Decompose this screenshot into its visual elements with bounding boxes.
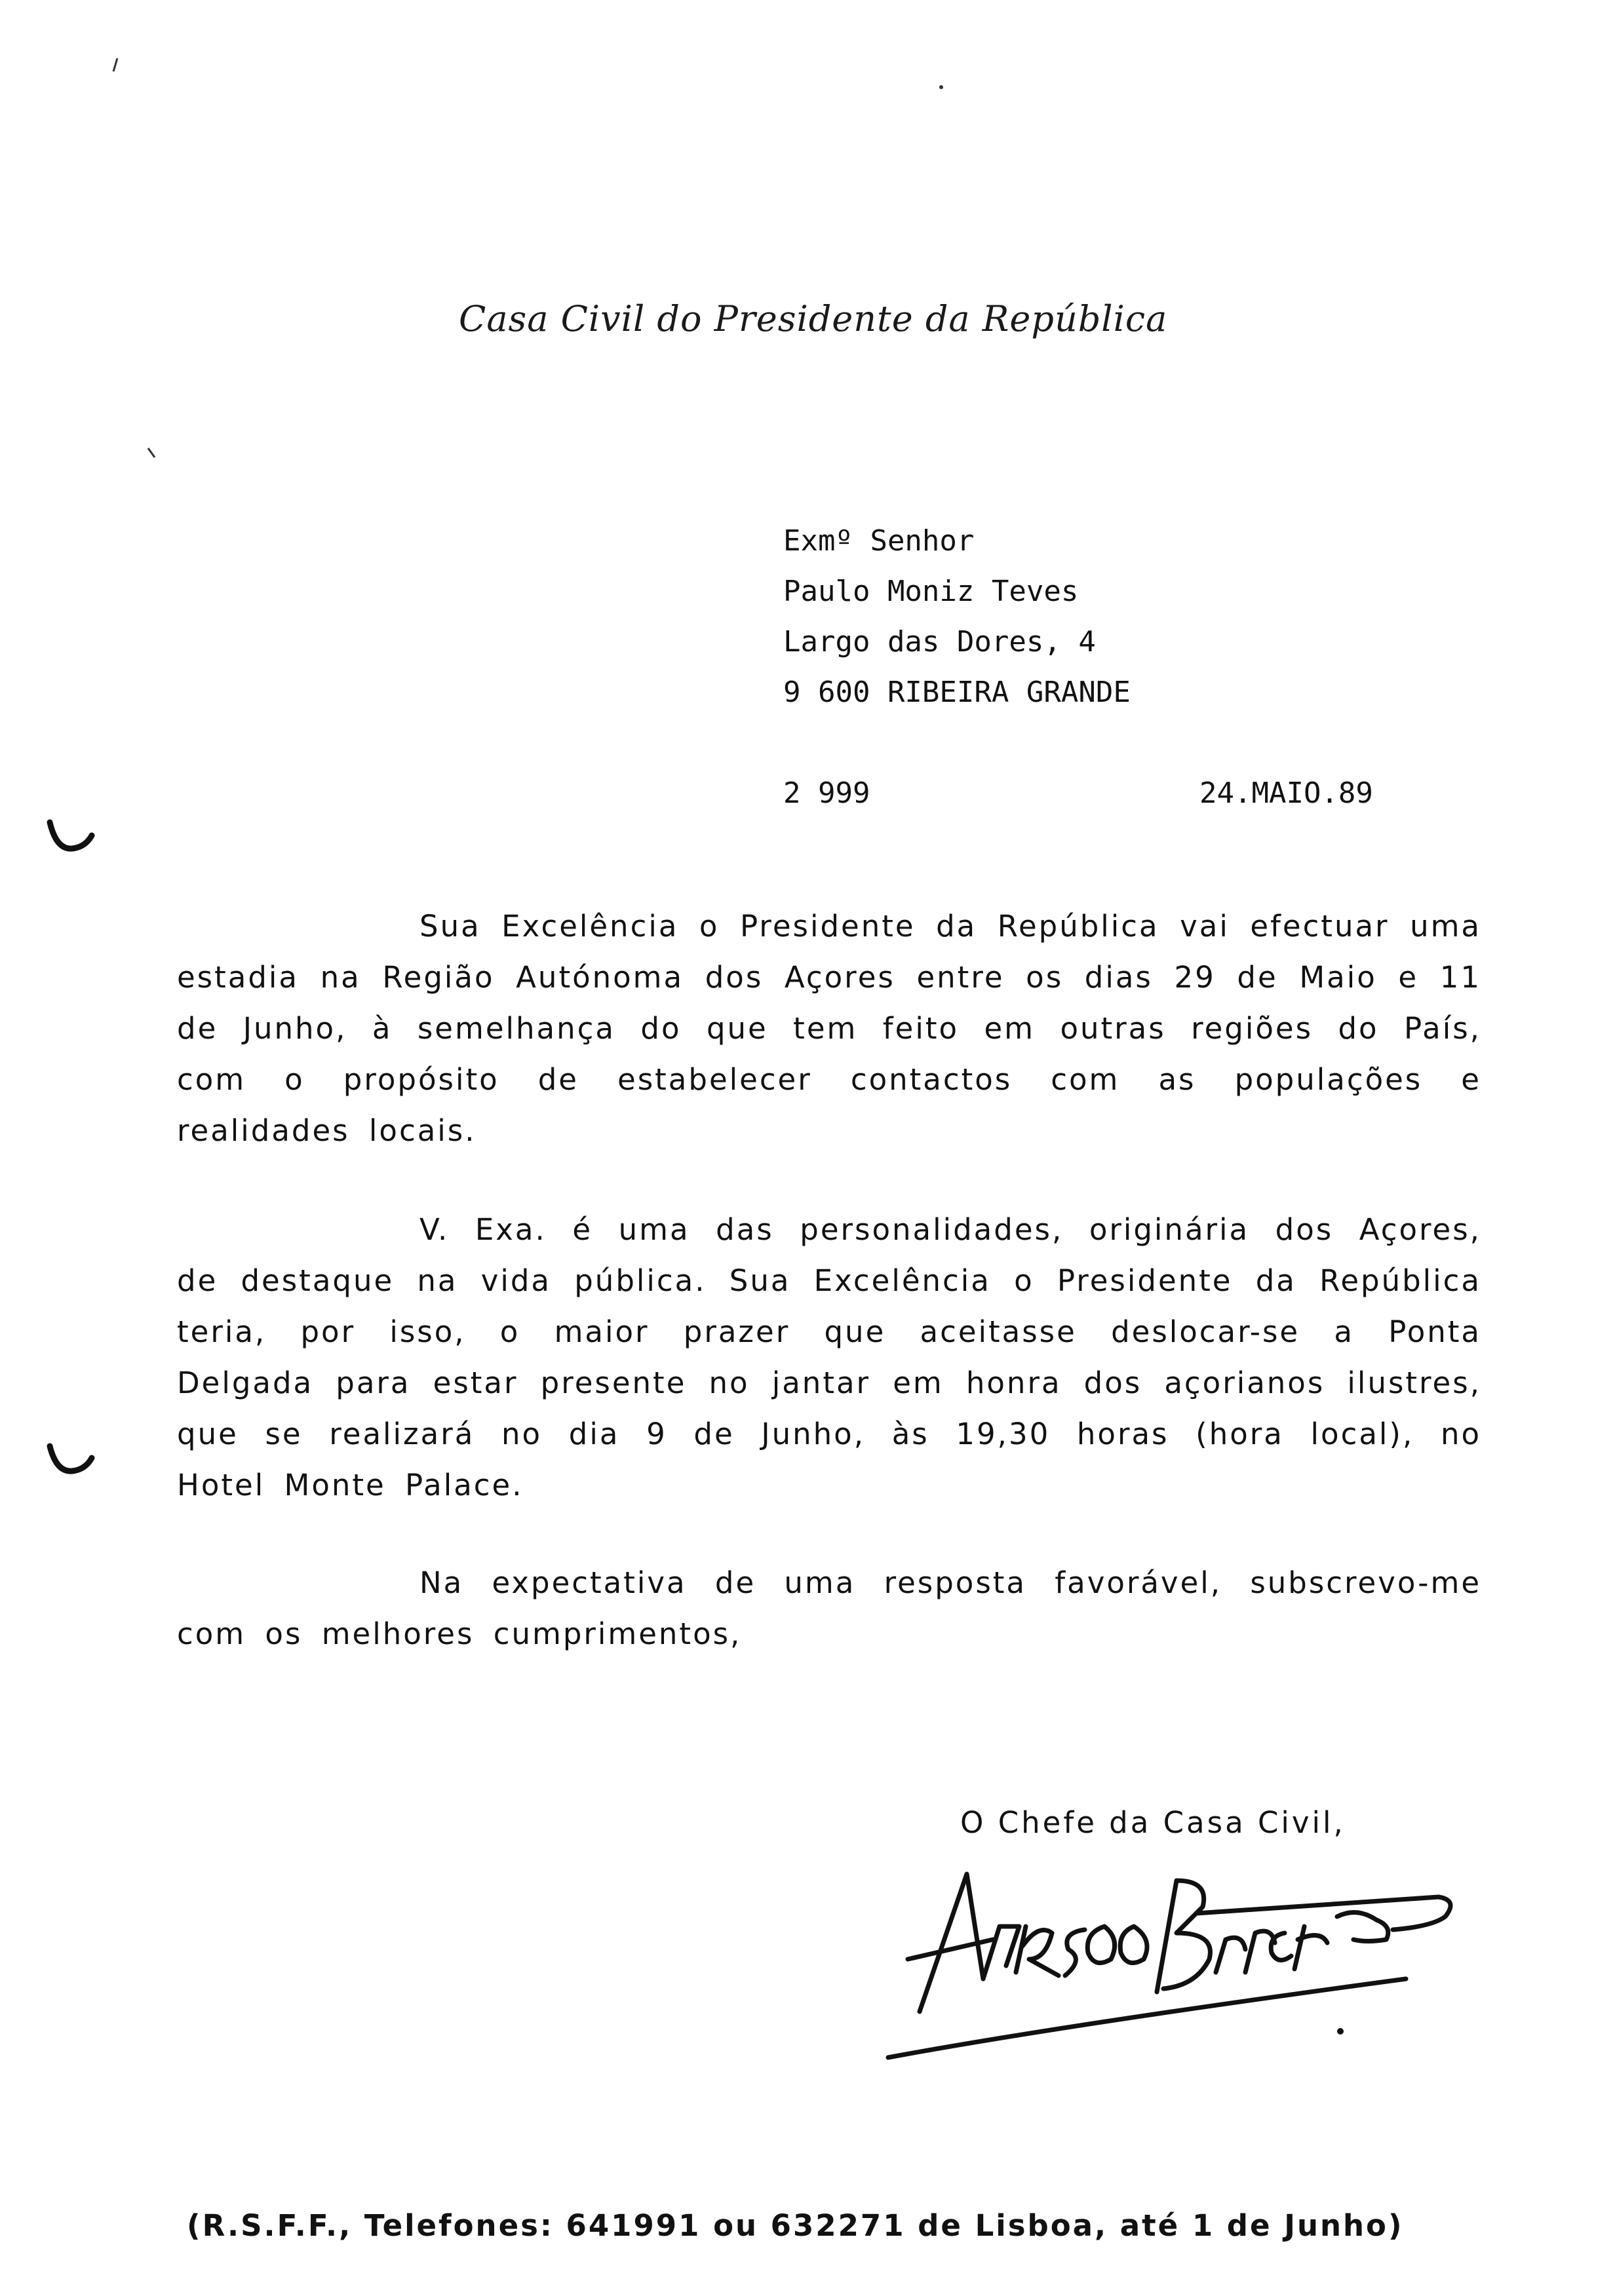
address-name: Paulo Moniz Teves [783, 575, 1079, 608]
address-salutation: Exmº Senhor [783, 524, 975, 558]
signature [868, 1861, 1485, 2084]
paragraph-1 [177, 901, 1481, 1157]
reference-number: 2 999 [783, 776, 870, 810]
paragraph-3-text: Na expectativa de uma resposta favorável, subscrevo-me com os melhores cumprimentos, [177, 1565, 1481, 1651]
punch-hole-mark [45, 1438, 97, 1484]
paragraph-1-text: Sua Excelência o Presidente da República vai efectuar uma estadia na Região Autónoma dos Açores entre os dias 29 de Maio e 11 de Junho, à semelhança do que tem feito em outras regiões do País, com o propósito de estabelecer contactos com as populações e realidades locais. [177, 909, 1481, 1148]
address-city: 9 600 RIBEIRA GRANDE [783, 676, 1131, 709]
punch-hole-mark [45, 816, 97, 862]
letter-date: 24.MAIO.89 [1199, 776, 1373, 810]
paragraph-2 [177, 1204, 1481, 1511]
paragraph-2-text: V. Exa. é uma das personalidades, originária dos Açores, de destaque na vida pública. Sua Excelência o Presidente da República teria, por isso, o maior prazer que aceitasse deslocar-se a Ponta Delgada para estar presente no jantar em honra dos açorianos ilustres, que se realizará no dia 9 de Junho, às 19,30 horas (hora local), no Hotel Monte Palace. [177, 1212, 1481, 1502]
address-street: Largo das Dores, 4 [783, 625, 1096, 659]
paragraph-3 [177, 1558, 1481, 1660]
letterhead: Casa Civil do Presidente da República [459, 298, 1168, 339]
scan-speck-mark [146, 446, 159, 461]
scan-speck-mark [937, 82, 945, 92]
closing-title: O Chefe da Casa Civil, [960, 1805, 1346, 1840]
footer-contact-note: (R.S.F.F., Telefones: 641991 ou 632271 de Lisboa, até 1 de Junho) [187, 2208, 1404, 2243]
scan-speck-mark [108, 56, 121, 75]
